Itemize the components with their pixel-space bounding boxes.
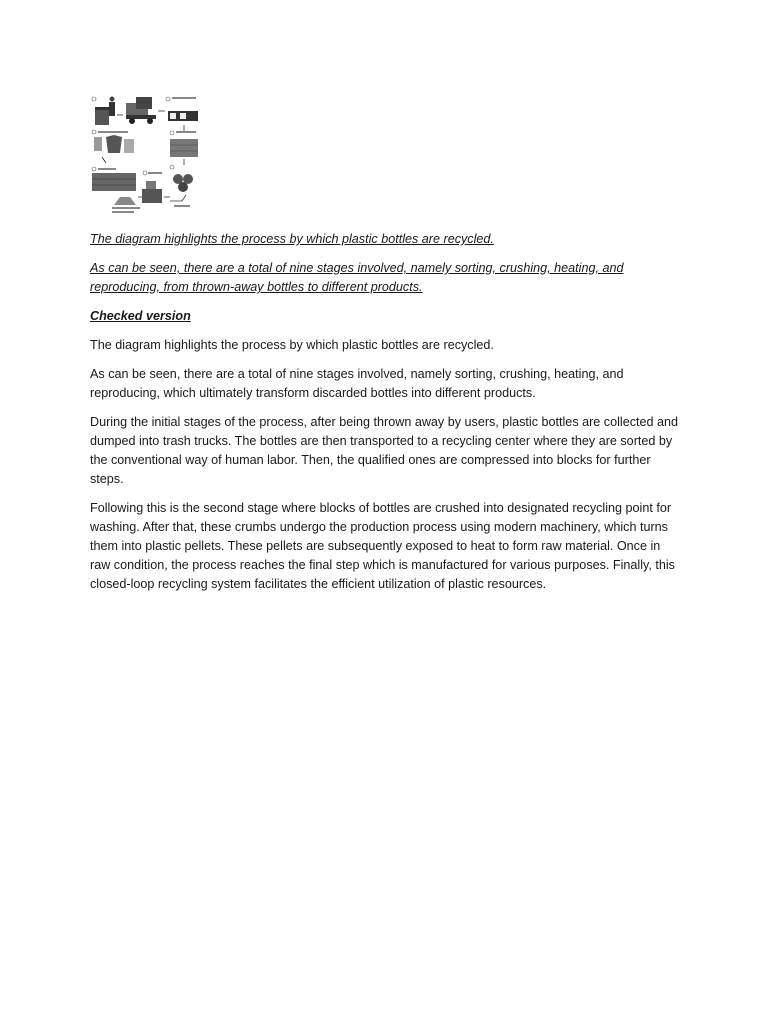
draft-line-2: As can be seen, there are a total of nine stages involved, namely sorting, crushing, heating, and reproducing, from thrown-away bottles to different products. bbox=[90, 261, 624, 294]
document-body bbox=[90, 230, 682, 604]
recycling-process-diagram-icon bbox=[90, 93, 200, 218]
checked-paragraph-2: As can be seen, there are a total of nine stages involved, namely sorting, crushing, heating, and reproducing, which ultimately transform discarded bottles into different products. bbox=[90, 367, 624, 400]
draft-line-1: The diagram highlights the process by which plastic bottles are recycled. bbox=[90, 232, 494, 246]
checked-version-heading: Checked version bbox=[90, 309, 191, 323]
recycling-diagram-image bbox=[90, 93, 200, 218]
checked-paragraph-1: The diagram highlights the process by which plastic bottles are recycled. bbox=[90, 338, 494, 352]
checked-paragraph-3: During the initial stages of the process, after being thrown away by users, plastic bottles are collected and dumped into trash trucks. The bottles are then transported to a recycling center where they are sorted by the conventional way of human labor. Then, the qualified ones are compressed into blocks for further steps. bbox=[90, 415, 679, 486]
checked-paragraph-4: Following this is the second stage where blocks of bottles are crushed into designated recycling point for washing. After that, these crumbs undergo the production process using modern machinery, which turns them into plastic pellets. These pellets are subsequently exposed to heat to form raw material. Once in raw condition, the process reaches the final step which is manufactured for various purposes. Finally, this closed-loop recycling system facilitates the efficient utilization of plastic resources. bbox=[90, 501, 675, 591]
